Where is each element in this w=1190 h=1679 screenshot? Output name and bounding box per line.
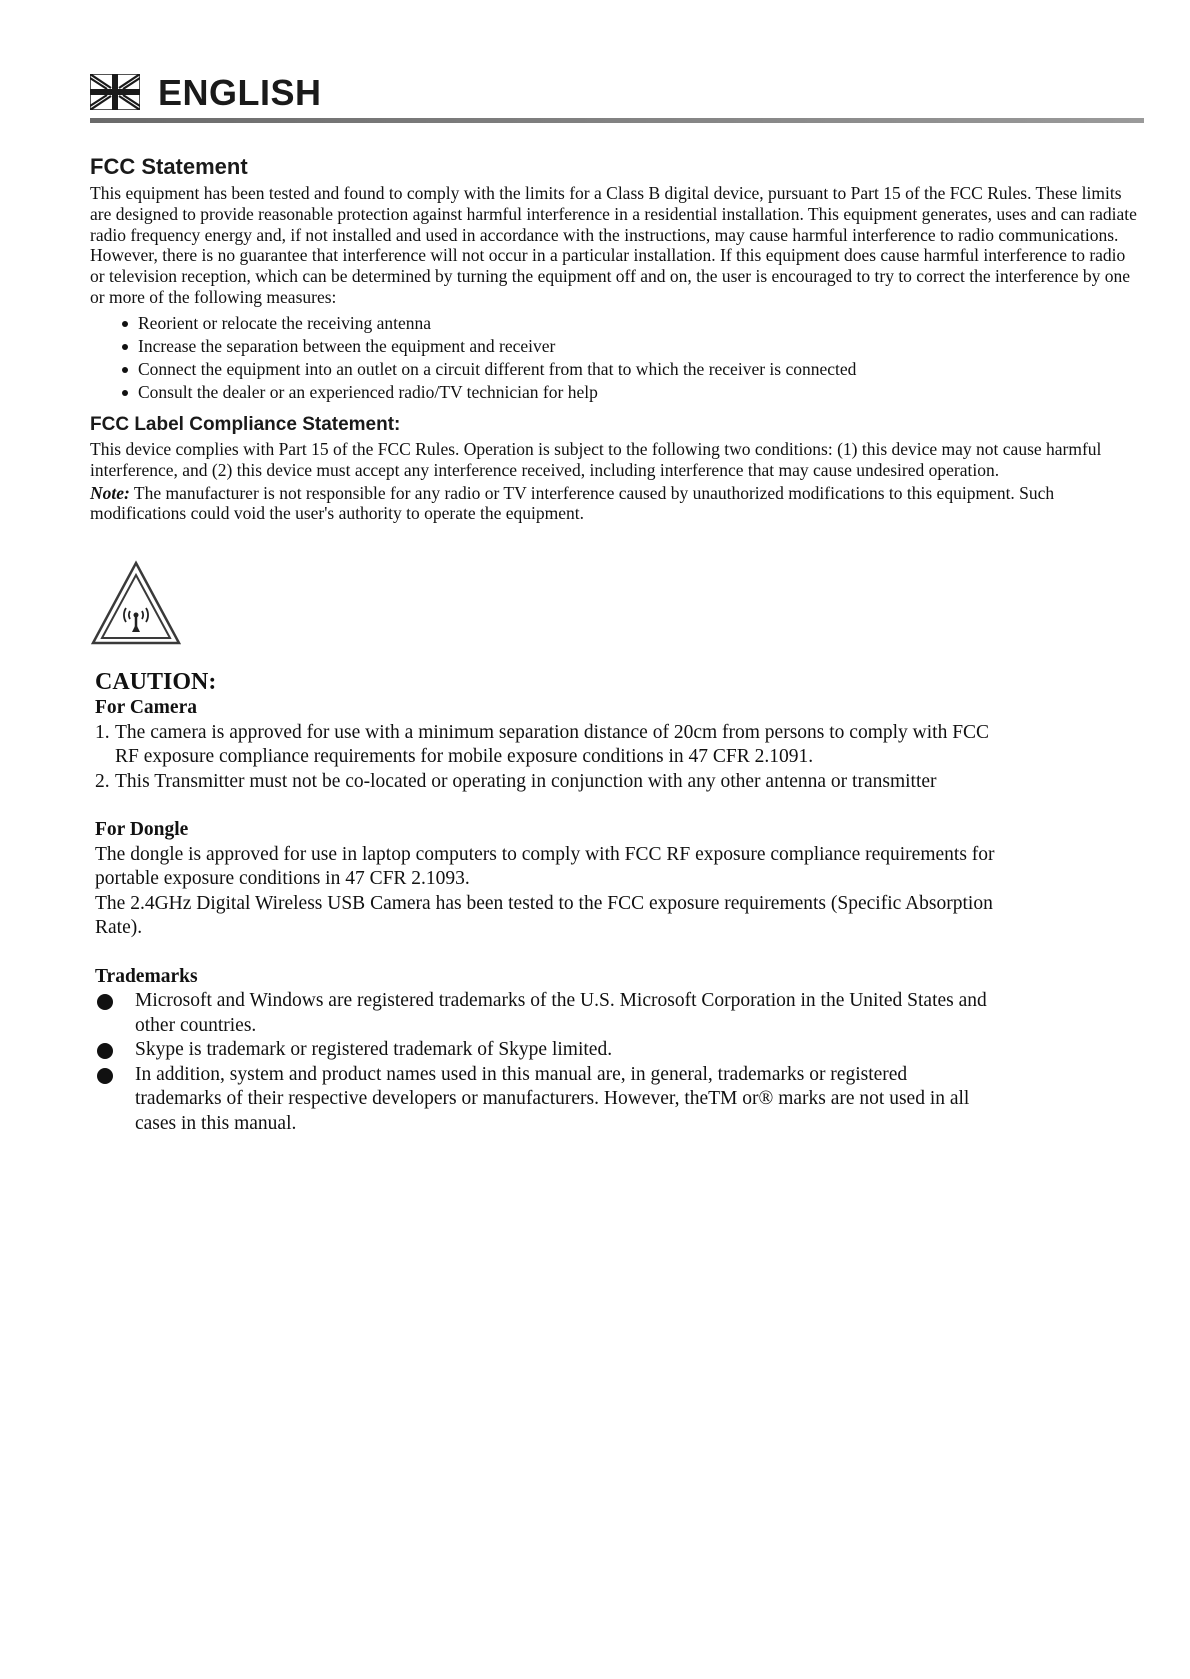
language-title: ENGLISH xyxy=(158,72,322,113)
note-text: The manufacturer is not responsible for any radio or TV interference caused by unauthorized modifications to this equipment. Such modifications could void the user's authority to operate the equipment. xyxy=(90,482,1055,524)
caution-title: CAUTION: xyxy=(95,669,217,695)
fcc-statement-section xyxy=(90,153,1140,404)
for-dongle-title: For Dongle xyxy=(95,819,189,840)
trademarks-list xyxy=(95,989,995,1136)
page-header xyxy=(90,70,1140,118)
list-item: Consult the dealer or an experienced radio/TV technician for help xyxy=(122,381,1140,404)
fcc-label-paragraph: This device complies with Part 15 of the FCC Rules. Operation is subject to the following two conditions: (1) this device may not cause harmful interference, and (2) this device must accept any interference received, including interference that may cause undesired operation. xyxy=(90,439,1102,480)
bullet-icon xyxy=(97,1043,113,1059)
list-item: Reorient or relocate the receiving antenna xyxy=(122,312,1140,335)
rf-warning-triangle-icon xyxy=(90,560,182,646)
note-label: Note: xyxy=(90,482,130,503)
dongle-paragraph-1: The dongle is approved for use in laptop computers to comply with FCC RF exposure compliance requirements for portable exposure conditions in 47 CFR 2.1093. xyxy=(95,843,995,889)
list-text: Skype is trademark or registered trademark of Skype limited. xyxy=(135,1039,613,1060)
list-number: 1. xyxy=(95,721,110,743)
dongle-paragraph-2: The 2.4GHz Digital Wireless USB Camera has been tested to the FCC exposure requirements (Specific Absorption Rate). xyxy=(95,892,993,938)
uk-flag-icon xyxy=(90,74,140,110)
list-item xyxy=(95,1063,995,1137)
list-item xyxy=(95,989,995,1038)
fcc-label-title: FCC Label Compliance Statement: xyxy=(90,414,401,435)
bullet-icon xyxy=(97,994,113,1010)
fcc-statement-title: FCC Statement xyxy=(90,154,248,179)
list-item xyxy=(95,1038,995,1063)
list-number: 2. xyxy=(95,770,110,792)
caution-section xyxy=(95,668,995,1136)
fcc-measures-list xyxy=(90,312,1140,404)
fcc-label-section xyxy=(90,413,1140,524)
list-item: Increase the separation between the equipment and receiver xyxy=(122,335,1140,358)
for-camera-title: For Camera xyxy=(95,697,197,718)
list-text: Microsoft and Windows are registered trademarks of the U.S. Microsoft Corporation in the United States and other countries. xyxy=(135,990,987,1036)
list-text: In addition, system and product names used in this manual are, in general, trademarks or registered trademarks of their respective developers or manufacturers. However, theTM or® marks are not used in all cases in this manual. xyxy=(135,1063,970,1134)
trademarks-title: Trademarks xyxy=(95,965,198,987)
list-item: Connect the equipment into an outlet on a circuit different from that to which the receiver is connected xyxy=(122,358,1140,381)
note-paragraph xyxy=(90,483,1140,525)
bullet-icon xyxy=(97,1068,113,1084)
list-item xyxy=(95,721,995,770)
list-text: This Transmitter must not be co-located or operating in conjunction with any other antenna or transmitter xyxy=(115,770,937,792)
fcc-statement-paragraph: This equipment has been tested and found to comply with the limits for a Class B digital device, pursuant to Part 15 of the FCC Rules. These limits are designed to provide reasonable protection against harmful interference in a residential installation. This equipment generates, uses and can radiate radio frequency energy and, if not installed and used in accordance with the instructions, may cause harmful interference to radio communications. However, there is no guarantee that interference will not occur in a particular installation. If this equipment does cause harmful interference to radio or television reception, which can be determined by turning the equipment off and on, the user is encouraged to try to correct the interference by one or more of the following measures: xyxy=(90,183,1137,307)
camera-list xyxy=(95,721,995,795)
header-divider xyxy=(90,118,1144,123)
list-text: The camera is approved for use with a minimum separation distance of 20cm from persons to comply with FCC RF exposure compliance requirements for mobile exposure conditions in 47 CFR 2.1091. xyxy=(115,721,990,767)
list-item xyxy=(95,770,995,795)
